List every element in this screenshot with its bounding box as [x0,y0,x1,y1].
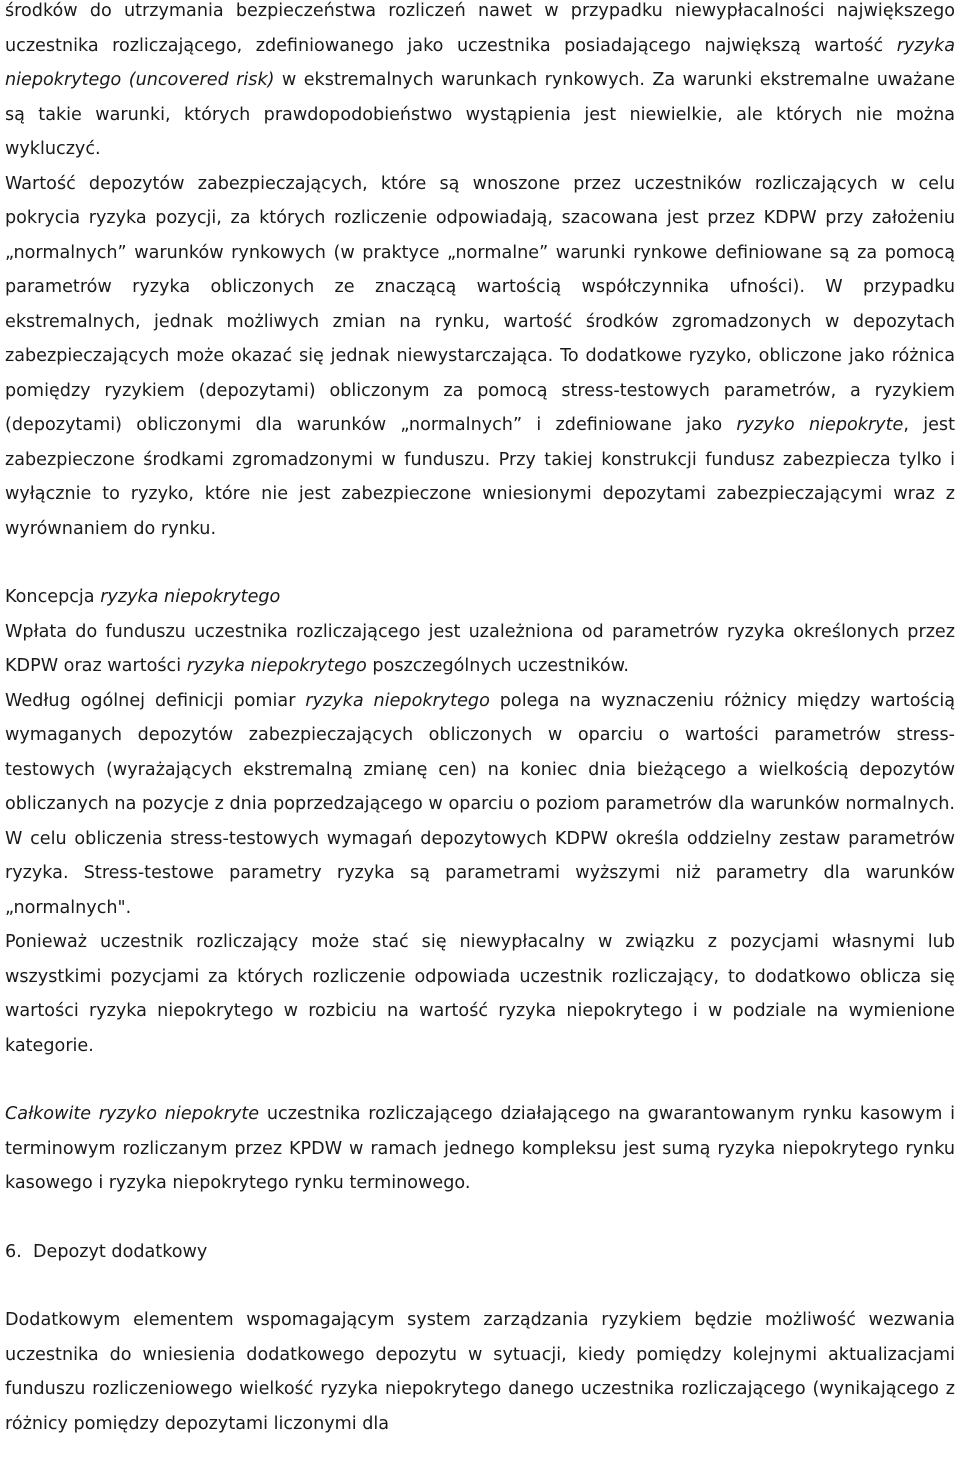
text-run: środków do utrzymania bezpieczeństwa rozliczeń nawet w przypadku niewypłacalności największego uczestnika rozliczającego, zdefiniowanego jako uczestnika posiadającego największą wartość [5,1,955,56]
spacer [5,546,955,580]
spacer [5,1063,955,1097]
paragraph-margin-deposits [5,167,955,547]
paragraph-fund-contribution [5,615,955,684]
text-run: poszczególnych uczestników. [366,656,629,676]
italic-term: ryzyka niepokrytego [100,587,281,607]
paragraph-insolvency: Ponieważ uczestnik rozliczający może stać się niewypłacalny w związku z pozycjami własnymi lub wszystkimi pozycjami za których rozliczenie odpowiada uczestnik rozliczający, to dodatkowo oblicza się wartości ryzyka niepokrytego w rozbiciu na wartość ryzyka niepokrytego i w podziale na wymienione kategorie. [5,932,955,1056]
text-run: Wartość depozytów zabezpieczających, które są wnoszone przez uczestników rozliczających w celu pokrycia ryzyka pozycji, za których rozliczenie odpowiadają, szacowana jest przez KDPW przy założeniu „normalnych” warunków rynkowych (w praktyce „normalne” warunki rynkowe definiowane są za pomocą parametrów ryzyka obliczonych ze znaczącą wartością współczynnika ufności). W przypadku ekstremalnych, jednak możliwych zmian na rynku, wartość środków zgromadzonych w depozytach zabezpieczających może okazać się jednak niewystarczająca. To dodatkowe ryzyko, obliczone jako różnica pomiędzy ryzykiem (depozytami) obliczonym za pomocą stress-testowych parametrów, a ryzykiem (depozytami) obliczonymi dla warunków „normalnych” i zdefiniowane jako [5,173,955,435]
italic-term: ryzyka niepokrytego [5,35,955,90]
text-run: Wpłata do funduszu uczestnika rozliczającego jest uzależniona od parametrów ryzyka określonych przez KDPW oraz wartości [5,621,955,676]
section-heading-additional-deposit: 6. Depozyt dodatkowy [5,1241,208,1262]
text-run [121,70,128,90]
italic-term: ryzyko niepokryte [736,415,904,435]
text-run: , jest zabezpieczone środkami zgromadzonymi w funduszu. Przy takiej konstrukcji fundusz zabezpiecza tylko i wyłącznie to ryzyko, które nie jest zabezpieczone wniesionymi depozytami zabezpieczającymi wraz z wyrównaniem do rynku. [5,415,955,539]
italic-term: Całkowite ryzyko niepokryte [5,1104,260,1124]
spacer [5,1269,955,1303]
italic-term: (uncovered risk) [128,70,275,90]
paragraph-risk-definition [5,684,955,926]
spacer [5,1201,955,1235]
italic-term: ryzyka niepokrytego [186,656,367,676]
text-run: Według ogólnej definicji pomiar [5,690,306,711]
paragraph-settlement-security [5,0,955,167]
text-run: w ekstremalnych warunkach rynkowych. Za warunki ekstremalne uważane są takie warunki, których prawdopodobieństwo wystąpienia jest niewielkie, ale których nie można wykluczyć. [5,70,956,159]
italic-term: ryzyka niepokrytego [305,690,490,711]
text-run: polega na wyznaczeniu różnicy między wartością wymaganych depozytów zabezpieczających obliczonych w oparciu o wartości parametrów stress-testowych (wyrażających ekstremalną zmianę cen) na koniec dnia bieżącego a wielkością depozytów obliczanych na pozycje z dnia poprzedzającego w oparciu o poziom parametrów dla warunków normalnych. W celu obliczenia stress-testowych wymagań depozytowych KDPW określa oddzielny zestaw parametrów ryzyka. Stress-testowe parametry ryzyka są parametrami wyższymi niż parametry dla warunków „normalnych". [5,690,956,918]
heading-uncovered-risk-concept [5,580,955,615]
heading-text: Koncepcja [5,587,101,607]
paragraph-additional-deposit: Dodatkowym elementem wspomagającym system zarządzania ryzykiem będzie możliwość wezwania uczestnika do wniesienia dodatkowego depozytu w sytuacji, kiedy pomiędzy kolejnymi aktualizacjami funduszu rozliczeniowego wielkość ryzyka niepokrytego danego uczestnika rozliczającego (wynikającego z różnicy pomiędzy depozytami liczonymi dla [5,1310,955,1434]
text-run: uczestnika rozliczającego działającego na gwarantowanym rynku kasowym i terminowym rozliczanym przez KPDW w ramach jednego kompleksu jest sumą ryzyka niepokrytego rynku kasowego i ryzyka niepokrytego rynku terminowego. [5,1104,955,1193]
paragraph-total-risk [5,1097,955,1201]
